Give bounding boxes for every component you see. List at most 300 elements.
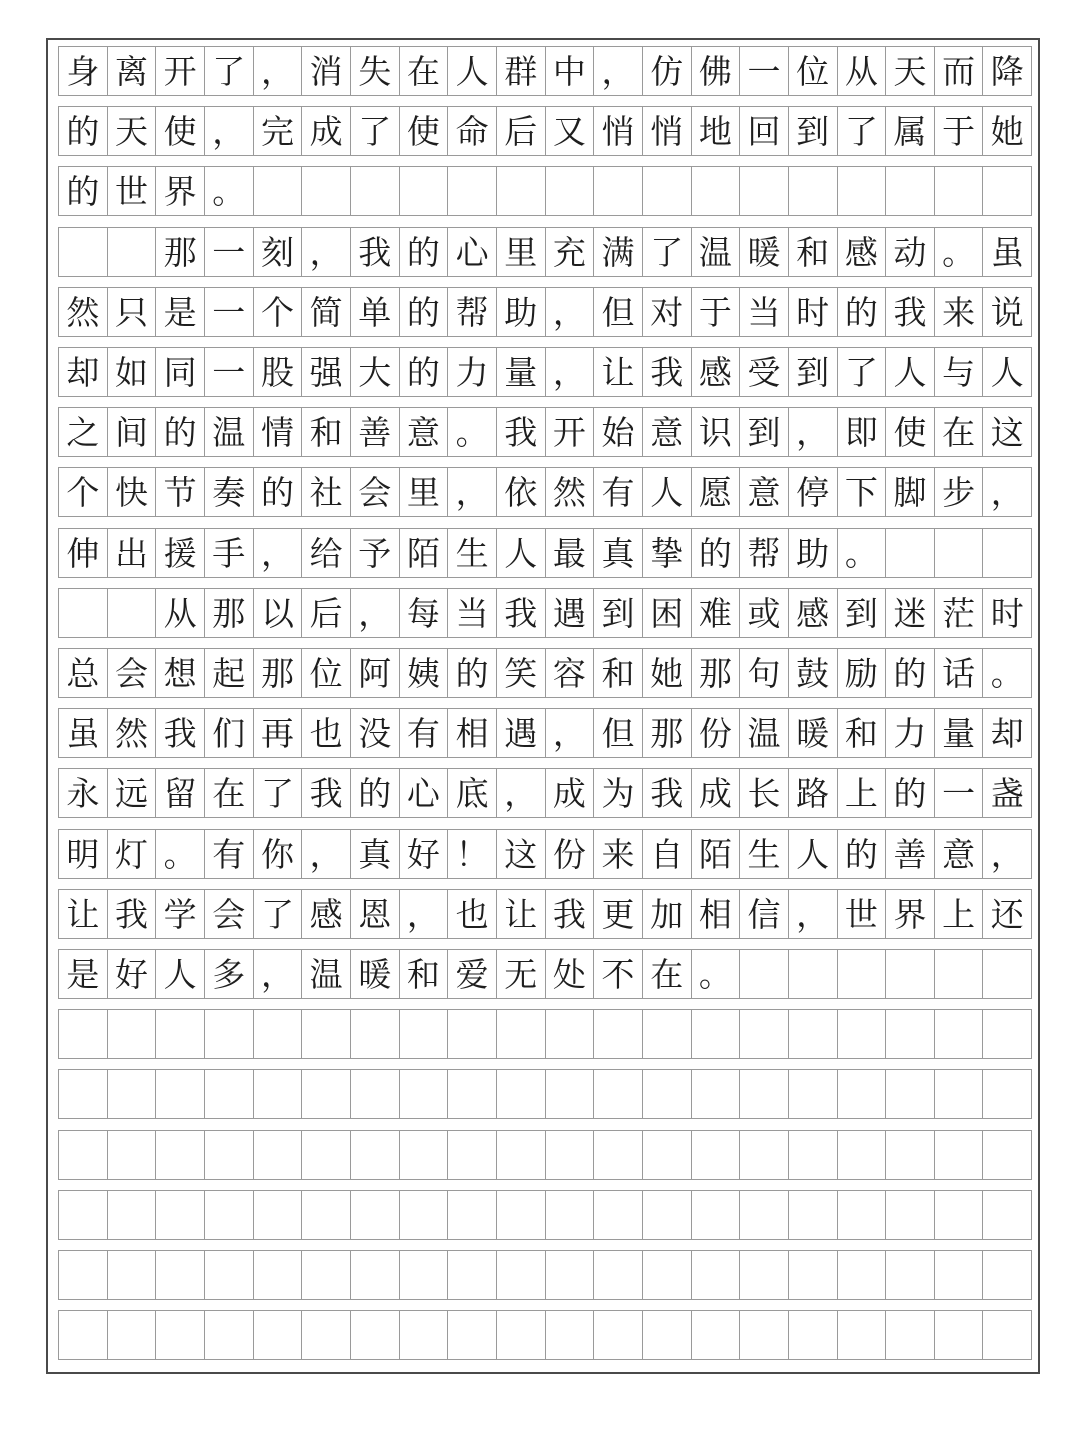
grid-row (58, 1190, 1032, 1240)
grid-cell (302, 1070, 351, 1118)
grid-cell (351, 167, 400, 215)
grid-row (58, 407, 1032, 457)
grid-cell: 信 (740, 890, 789, 938)
grid-cell (643, 167, 692, 215)
grid-cell: 界 (886, 890, 935, 938)
grid-cell: 里 (400, 468, 449, 516)
grid-cell: 悄 (594, 107, 643, 155)
grid-cell (448, 1311, 497, 1359)
grid-cell: 永 (59, 769, 108, 817)
grid-cell: 感 (692, 348, 741, 396)
grid-cell: 步 (935, 468, 984, 516)
grid-cell: 时 (789, 288, 838, 336)
grid-cell (205, 1131, 254, 1179)
grid-cell (351, 1311, 400, 1359)
grid-cell (400, 1311, 449, 1359)
grid-cell: 识 (692, 408, 741, 456)
grid-cell (886, 1010, 935, 1058)
grid-cell: 和 (594, 649, 643, 697)
grid-cell (302, 1131, 351, 1179)
grid-cell: 有 (594, 468, 643, 516)
grid-cell: 在 (400, 47, 449, 95)
grid-cell: 们 (205, 709, 254, 757)
grid-cell: 意 (740, 468, 789, 516)
grid-cell: 你 (254, 830, 303, 878)
grid-row (58, 648, 1032, 698)
grid-cell (302, 1191, 351, 1239)
grid-cell: 温 (740, 709, 789, 757)
grid-cell: 励 (838, 649, 887, 697)
grid-cell: 了 (838, 107, 887, 155)
grid-cell: 一 (935, 769, 984, 817)
grid-cell: 回 (740, 107, 789, 155)
grid-cell: 陌 (400, 529, 449, 577)
grid-cell: 情 (254, 408, 303, 456)
grid-cell: 处 (546, 950, 595, 998)
grid-cell: 节 (156, 468, 205, 516)
grid-cell (108, 1191, 157, 1239)
grid-cell (935, 1311, 984, 1359)
grid-cell: 帮 (740, 529, 789, 577)
grid-cell: 鼓 (789, 649, 838, 697)
grid-cell: 的 (351, 769, 400, 817)
grid-cell: 我 (156, 709, 205, 757)
grid-cell: 天 (886, 47, 935, 95)
grid-cell: ， (497, 769, 546, 817)
grid-cell (59, 1131, 108, 1179)
grid-cell: 却 (59, 348, 108, 396)
grid-cell (983, 1311, 1031, 1359)
grid-cell (546, 1070, 595, 1118)
grid-cell (205, 1251, 254, 1299)
grid-cell: 份 (546, 830, 595, 878)
grid-cell: 消 (302, 47, 351, 95)
grid-cell: 之 (59, 408, 108, 456)
grid-cell (302, 1311, 351, 1359)
grid-cell: 简 (302, 288, 351, 336)
grid-cell: 更 (594, 890, 643, 938)
grid-cell (497, 1311, 546, 1359)
grid-row (58, 889, 1032, 939)
grid-cell: 一 (205, 228, 254, 276)
grid-cell: 与 (935, 348, 984, 396)
grid-cell (692, 1251, 741, 1299)
grid-cell: 天 (108, 107, 157, 155)
grid-cell: 姨 (400, 649, 449, 697)
grid-cell (108, 589, 157, 637)
grid-cell: 有 (205, 830, 254, 878)
grid-cell: 路 (789, 769, 838, 817)
grid-cell: 自 (643, 830, 692, 878)
grid-cell: 有 (400, 709, 449, 757)
grid-cell (789, 167, 838, 215)
grid-cell: 人 (156, 950, 205, 998)
grid-cell: 的 (400, 228, 449, 276)
grid-cell: 的 (886, 649, 935, 697)
grid-cell: 的 (448, 649, 497, 697)
grid-cell: 人 (448, 47, 497, 95)
grid-cell: 上 (838, 769, 887, 817)
grid-row (58, 588, 1032, 638)
grid-cell: 容 (546, 649, 595, 697)
grid-cell: 的 (838, 830, 887, 878)
grid-cell: 我 (351, 228, 400, 276)
grid-cell: 真 (594, 529, 643, 577)
grid-cell (594, 167, 643, 215)
grid-cell: 和 (400, 950, 449, 998)
grid-cell: 力 (886, 709, 935, 757)
grid-cell: 底 (448, 769, 497, 817)
grid-cell (254, 1191, 303, 1239)
grid-cell: 温 (205, 408, 254, 456)
grid-cell (983, 1191, 1031, 1239)
grid-cell (302, 167, 351, 215)
grid-cell: 后 (497, 107, 546, 155)
grid-cell: 量 (935, 709, 984, 757)
grid-cell (448, 1010, 497, 1058)
grid-cell (643, 1070, 692, 1118)
grid-cell (740, 1131, 789, 1179)
grid-cell: 的 (59, 107, 108, 155)
grid-cell: 充 (546, 228, 595, 276)
grid-cell: 来 (594, 830, 643, 878)
grid-cell: 成 (692, 769, 741, 817)
grid-cell: 为 (594, 769, 643, 817)
grid-cell: 手 (205, 529, 254, 577)
grid-cell: 地 (692, 107, 741, 155)
grid-cell (205, 1070, 254, 1118)
grid-cell: ， (990, 834, 1024, 874)
grid-cell: 好 (400, 830, 449, 878)
grid-cell: 爱 (448, 950, 497, 998)
grid-cell: 世 (108, 167, 157, 215)
grid-cell (740, 1070, 789, 1118)
grid-cell (838, 1070, 887, 1118)
grid-cell (205, 1311, 254, 1359)
grid-cell: ， (594, 47, 643, 95)
grid-cell: 下 (838, 468, 887, 516)
grid-cell (546, 1311, 595, 1359)
grid-cell (546, 1251, 595, 1299)
grid-cell (205, 1010, 254, 1058)
grid-cell (886, 1311, 935, 1359)
grid-cell (886, 950, 935, 998)
grid-cell (740, 1010, 789, 1058)
grid-cell: 以 (254, 589, 303, 637)
grid-cell: 我 (886, 288, 935, 336)
grid-cell: 快 (108, 468, 157, 516)
grid-cell: 好 (108, 950, 157, 998)
grid-cell (594, 1191, 643, 1239)
grid-cell: 感 (838, 228, 887, 276)
grid-cell: 世 (838, 890, 887, 938)
grid-cell (351, 1070, 400, 1118)
grid-cell: 只 (108, 288, 157, 336)
grid-cell (108, 1070, 157, 1118)
grid-cell (983, 529, 1031, 577)
grid-cell (400, 1070, 449, 1118)
grid-cell: 在 (205, 769, 254, 817)
grid-cell: 。 (935, 228, 984, 276)
grid-cell: 属 (886, 107, 935, 155)
grid-row (58, 829, 1032, 879)
grid-cell (935, 1251, 984, 1299)
grid-cell: 出 (108, 529, 157, 577)
grid-cell (643, 1251, 692, 1299)
grid-cell: 使 (886, 408, 935, 456)
grid-cell: 而 (935, 47, 984, 95)
grid-cell (789, 1251, 838, 1299)
grid-row (58, 227, 1032, 277)
grid-cell (740, 1311, 789, 1359)
grid-cell: 遇 (497, 709, 546, 757)
grid-cell: 予 (351, 529, 400, 577)
grid-cell: 每 (400, 589, 449, 637)
grid-cell: 多 (205, 950, 254, 998)
grid-cell: 那 (692, 649, 741, 697)
grid-cell: 始 (594, 408, 643, 456)
grid-cell: 同 (156, 348, 205, 396)
grid-cell: ， (990, 472, 1024, 512)
grid-cell: ， (351, 589, 400, 637)
grid-cell: 人 (643, 468, 692, 516)
grid-cell (497, 1010, 546, 1058)
grid-cell: 从 (156, 589, 205, 637)
grid-row (58, 708, 1032, 758)
grid-cell: 的 (886, 769, 935, 817)
grid-cell: 想 (156, 649, 205, 697)
grid-cell: 帮 (448, 288, 497, 336)
grid-cell: 愿 (692, 468, 741, 516)
grid-cell (886, 1191, 935, 1239)
grid-cell (59, 1010, 108, 1058)
grid-cell (108, 1251, 157, 1299)
grid-cell: 明 (59, 830, 108, 878)
grid-cell: 成 (302, 107, 351, 155)
grid-cell (983, 1070, 1031, 1118)
grid-cell (497, 1070, 546, 1118)
grid-cell (886, 529, 935, 577)
grid-cell: 到 (740, 408, 789, 456)
grid-cell (594, 1131, 643, 1179)
grid-cell (351, 1191, 400, 1239)
grid-cell: 但 (594, 709, 643, 757)
grid-cell: 人 (886, 348, 935, 396)
grid-cell: 总 (59, 649, 108, 697)
grid-cell: 或 (740, 589, 789, 637)
grid-cell (448, 1191, 497, 1239)
grid-cell: 离 (108, 47, 157, 95)
grid-cell (935, 1191, 984, 1239)
grid-cell (546, 1010, 595, 1058)
grid-cell: 茫 (935, 589, 984, 637)
grid-cell: 生 (740, 830, 789, 878)
grid-cell: 困 (643, 589, 692, 637)
grid-cell: 佛 (692, 47, 741, 95)
grid-cell (546, 167, 595, 215)
grid-cell (886, 1070, 935, 1118)
grid-cell: 句 (740, 649, 789, 697)
grid-cell: 话 (935, 649, 984, 697)
grid-cell: 暖 (351, 950, 400, 998)
grid-cell: 那 (205, 589, 254, 637)
grid-cell (400, 167, 449, 215)
grid-cell: ， (546, 288, 595, 336)
grid-cell: 然 (59, 288, 108, 336)
grid-cell: 在 (643, 950, 692, 998)
grid-cell: ！ (448, 830, 497, 878)
grid-cell: 然 (546, 468, 595, 516)
grid-cell: ， (546, 348, 595, 396)
grid-cell: 迷 (886, 589, 935, 637)
grid-cell: 一 (740, 47, 789, 95)
grid-cell: 这 (990, 412, 1024, 452)
grid-cell: 盏 (990, 773, 1024, 813)
grid-cell (254, 1010, 303, 1058)
grid-cell (740, 950, 789, 998)
grid-cell: 。 (156, 830, 205, 878)
grid-cell: 这 (497, 830, 546, 878)
grid-cell: 阿 (351, 649, 400, 697)
grid-cell (156, 1251, 205, 1299)
grid-cell: 了 (643, 228, 692, 276)
grid-cell (838, 1191, 887, 1239)
grid-cell (935, 1010, 984, 1058)
grid-cell: 身 (59, 47, 108, 95)
grid-cell: 是 (59, 950, 108, 998)
grid-cell: 留 (156, 769, 205, 817)
grid-cell: 上 (935, 890, 984, 938)
grid-cell: 远 (108, 769, 157, 817)
grid-row (58, 1130, 1032, 1180)
grid-cell: 中 (546, 47, 595, 95)
grid-row (58, 949, 1032, 999)
grid-cell: 了 (351, 107, 400, 155)
grid-cell: 仿 (643, 47, 692, 95)
grid-cell: 再 (254, 709, 303, 757)
grid-cell: 停 (789, 468, 838, 516)
grid-cell: 个 (59, 468, 108, 516)
grid-cell: 。 (205, 167, 254, 215)
grid-cell (935, 529, 984, 577)
grid-cell (983, 950, 1031, 998)
grid-cell: ， (254, 47, 303, 95)
grid-cell (59, 1251, 108, 1299)
grid-cell (497, 1191, 546, 1239)
grid-cell: 到 (838, 589, 887, 637)
grid-cell (838, 1010, 887, 1058)
grid-cell: 开 (156, 47, 205, 95)
grid-cell: 当 (448, 589, 497, 637)
grid-cell: 生 (448, 529, 497, 577)
grid-cell: 会 (108, 649, 157, 697)
grid-cell: 暖 (740, 228, 789, 276)
grid-cell: 股 (254, 348, 303, 396)
grid-cell (838, 1311, 887, 1359)
grid-cell: 意 (643, 408, 692, 456)
grid-cell: 是 (156, 288, 205, 336)
grid-cell: 如 (108, 348, 157, 396)
grid-cell: 让 (497, 890, 546, 938)
grid-cell: 不 (594, 950, 643, 998)
grid-cell: 我 (108, 890, 157, 938)
grid-cell: 感 (789, 589, 838, 637)
grid-cell: 还 (990, 894, 1024, 934)
grid-cell (983, 167, 1031, 215)
grid-cell (108, 1010, 157, 1058)
grid-cell (789, 1311, 838, 1359)
grid-cell: ， (789, 890, 838, 938)
grid-cell: 伸 (59, 529, 108, 577)
grid-row (58, 287, 1032, 337)
grid-cell (156, 1311, 205, 1359)
grid-cell (156, 1191, 205, 1239)
grid-cell: 心 (448, 228, 497, 276)
grid-cell (497, 167, 546, 215)
grid-cell: 会 (205, 890, 254, 938)
grid-cell: 一 (205, 288, 254, 336)
grid-cell: 个 (254, 288, 303, 336)
grid-cell: 使 (156, 107, 205, 155)
grid-cell: 学 (156, 890, 205, 938)
grid-cell: 里 (497, 228, 546, 276)
grid-cell (886, 1251, 935, 1299)
grid-cell: 了 (838, 348, 887, 396)
grid-cell: 强 (302, 348, 351, 396)
grid-cell (740, 1191, 789, 1239)
grid-cell (351, 1010, 400, 1058)
grid-row (58, 46, 1032, 96)
grid-cell (692, 1311, 741, 1359)
grid-cell: 却 (990, 713, 1024, 753)
grid-cell (497, 1131, 546, 1179)
grid-cell (935, 167, 984, 215)
grid-cell: 的 (254, 468, 303, 516)
grid-cell: 界 (156, 167, 205, 215)
grid-cell: 对 (643, 288, 692, 336)
grid-cell: 奏 (205, 468, 254, 516)
grid-cell (935, 1131, 984, 1179)
grid-cell: 社 (302, 468, 351, 516)
grid-cell: 。 (692, 950, 741, 998)
grid-cell (692, 1131, 741, 1179)
grid-cell: 人 (990, 352, 1024, 392)
grid-cell: 陌 (692, 830, 741, 878)
grid-cell: 虽 (59, 709, 108, 757)
grid-cell: 恩 (351, 890, 400, 938)
grid-cell (692, 1191, 741, 1239)
grid-cell: 来 (935, 288, 984, 336)
grid-cell: 到 (789, 348, 838, 396)
grid-cell: 在 (935, 408, 984, 456)
grid-row (58, 467, 1032, 517)
grid-cell: ， (254, 529, 303, 577)
grid-cell (594, 1070, 643, 1118)
grid-cell (254, 1251, 303, 1299)
grid-cell (108, 1311, 157, 1359)
grid-cell: 善 (351, 408, 400, 456)
grid-cell: 从 (838, 47, 887, 95)
grid-cell: 加 (643, 890, 692, 938)
grid-cell (156, 1070, 205, 1118)
grid-cell: 意 (400, 408, 449, 456)
grid-cell (400, 1251, 449, 1299)
grid-row (58, 768, 1032, 818)
grid-cell: 但 (594, 288, 643, 336)
grid-cell: 力 (448, 348, 497, 396)
grid-cell (935, 1070, 984, 1118)
grid-cell: 到 (594, 589, 643, 637)
